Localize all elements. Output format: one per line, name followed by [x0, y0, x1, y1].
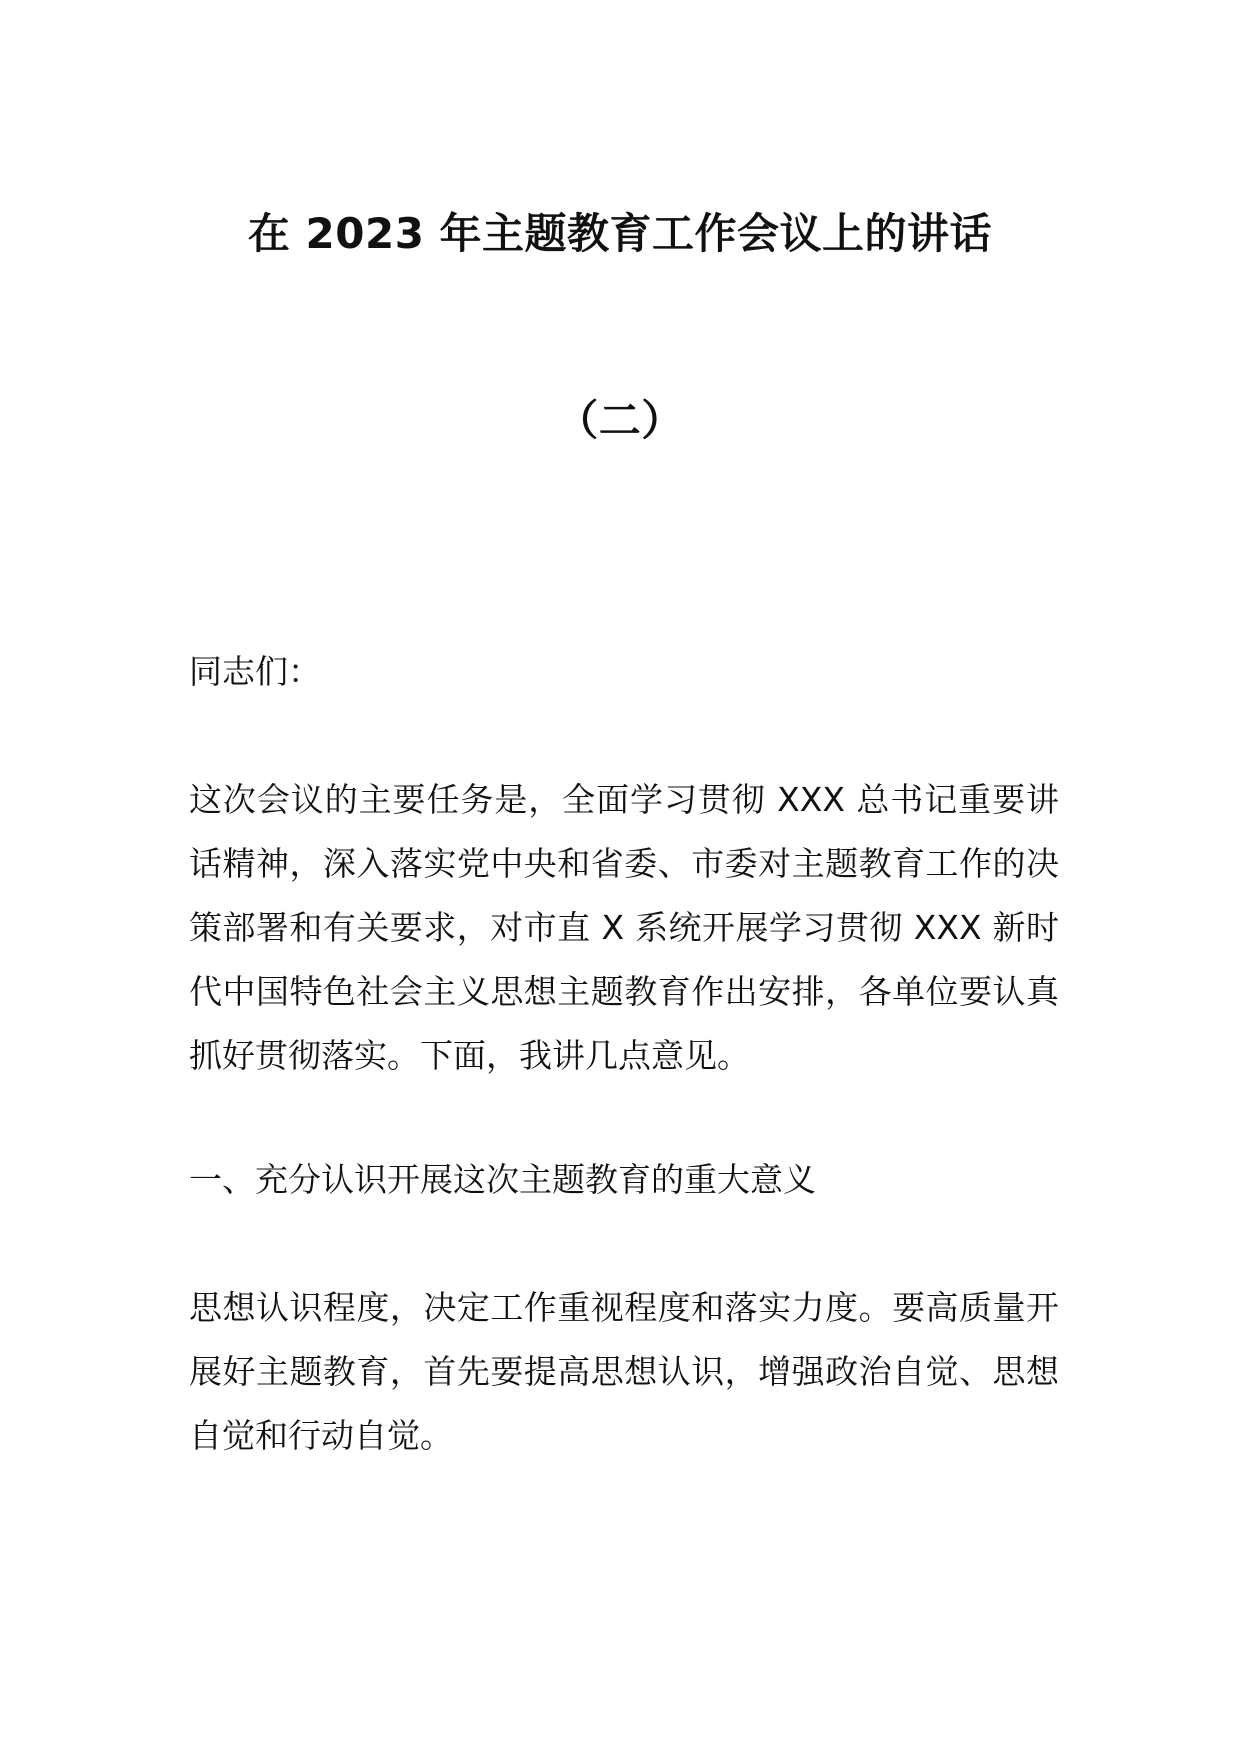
- paragraph-section-1: 思想认识程度，决定工作重视程度和落实力度。要高质量开展好主题教育，首先要提高思想认识，增强政治自觉、思想自觉和行动自觉。: [189, 1288, 1059, 1455]
- document-title: 在 2023 年主题教育工作会议上的讲话: [247, 209, 993, 258]
- salutation: 同志们：: [189, 652, 321, 691]
- paragraph-intro: 这次会议的主要任务是，全面学习贯彻 XXX 总书记重要讲话精神，深入落实党中央和省委、市委对主题教育工作的决策部署和有关要求，对市直 X 系统开展学习贯彻 XXX 新时代中国特色社会主义思想主题教育作出安排，各单位要认真抓好贯彻落实。下面，我讲几点意见。: [189, 780, 1059, 1075]
- document-subtitle: （二）: [556, 396, 684, 445]
- section-heading-1: 一、充分认识开展这次主题教育的重大意义: [189, 1160, 816, 1199]
